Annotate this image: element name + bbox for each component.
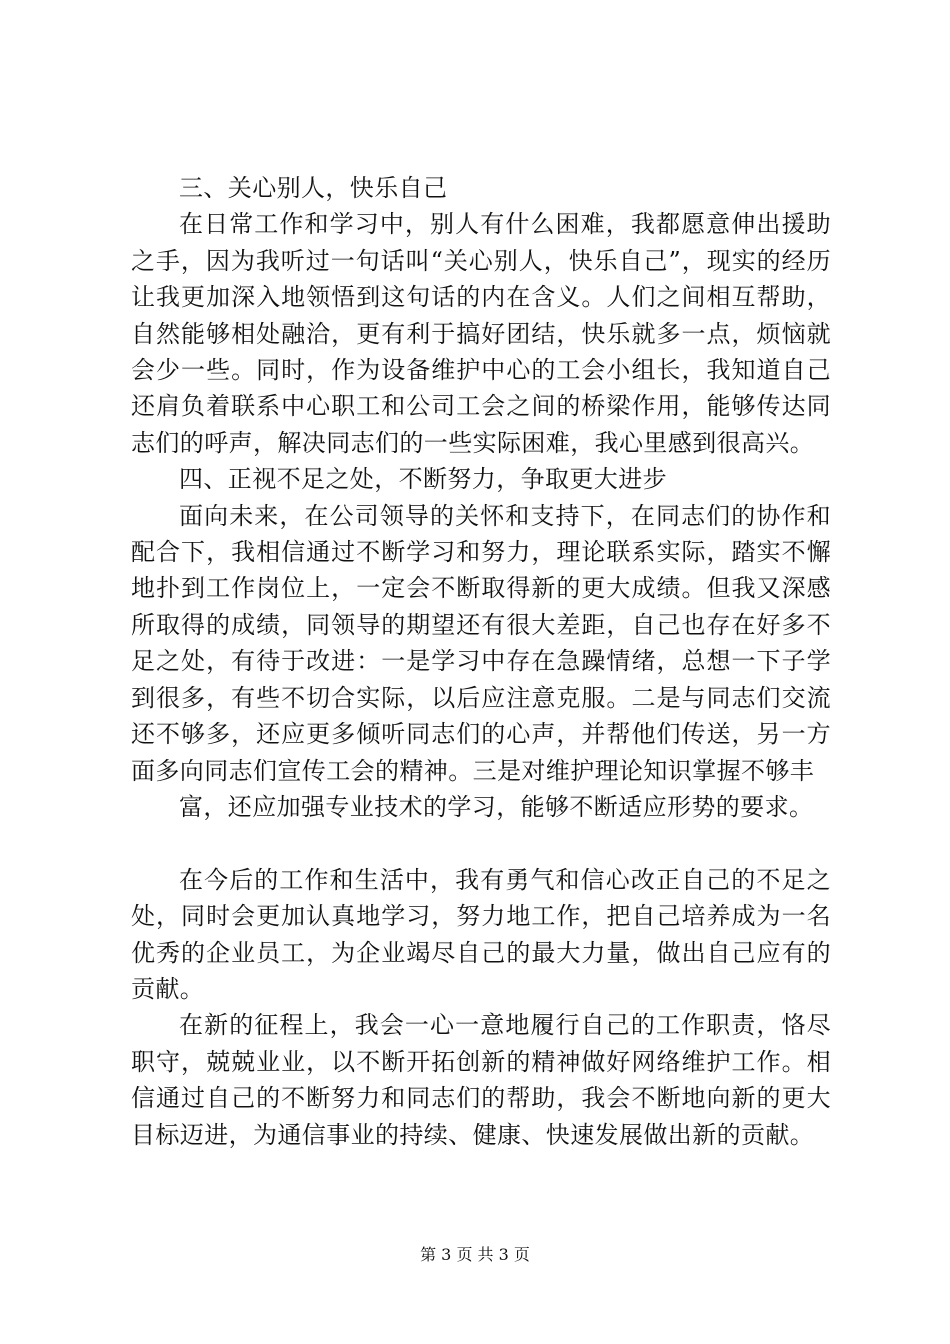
- document-body: [131, 170, 831, 1153]
- page-footer: 第 3 页 共 3 页: [420, 1245, 530, 1264]
- section-heading-3: 三、关心别人，快乐自己: [179, 174, 448, 202]
- paragraph-continued-line: 富，还应加强专业技术的学习，能够不断适应形势的要求。: [179, 792, 814, 821]
- paragraph-new-journey: 在新的征程上，我会一心一意地履行自己的工作职责，恪尽职守，兢兢业业，以不断开拓创新的精神做好网络维护工作。相信通过自己的不断努力和同志们的帮助，我会不断地向新的更大目标迈进，为通信事业的持续、健康、快速发展做出新的贡献。: [131, 1011, 831, 1149]
- paragraph-care-for-others: 在日常工作和学习中，别人有什么困难，我都愿意伸出援助之手，因为我听过一句话叫“关心别人，快乐自己”，现实的经历让我更加深入地领悟到这句话的内在含义。人们之间相互帮助，自然能够相处融洽，更有利于搞好团结，快乐就多一点，烦恼就会少一些。同时，作为设备维护中心的工会小组长，我知道自己还肩负着联系中心职工和公司工会之间的桥梁作用，能够传达同志们的呼声，解决同志们的一些实际困难，我心里感到很高兴。: [131, 210, 831, 457]
- section-heading-4: 四、正视不足之处，不断努力，争取更大进步: [179, 465, 667, 494]
- paragraph-face-the-future: 面向未来，在公司领导的关怀和支持下，在同志们的协作和配合下，我相信通过不断学习和努力，理论联系实际，踏实不懈地扑到工作岗位上，一定会不断取得新的更大成绩。但我又深感所取得的成绩，同领导的期望还有很大差距，自己也存在好多不足之处，有待于改进：一是学习中存在急躁情绪，总想一下子学到很多，有些不切合实际，以后应注意克服。二是与同志们交流还不够多，还应更多倾听同志们的心声，并帮他们传送，另一方面多向同志们宣传工会的精神。三是对维护理论知识掌握不够丰: [131, 501, 831, 785]
- blank-line: [131, 825, 831, 861]
- paragraph-future-work: 在今后的工作和生活中，我有勇气和信心改正自己的不足之处，同时会更加认真地学习，努力地工作，把自己培养成为一名优秀的企业员工，为企业竭尽自己的最大力量，做出自己应有的贡献。: [131, 865, 831, 1003]
